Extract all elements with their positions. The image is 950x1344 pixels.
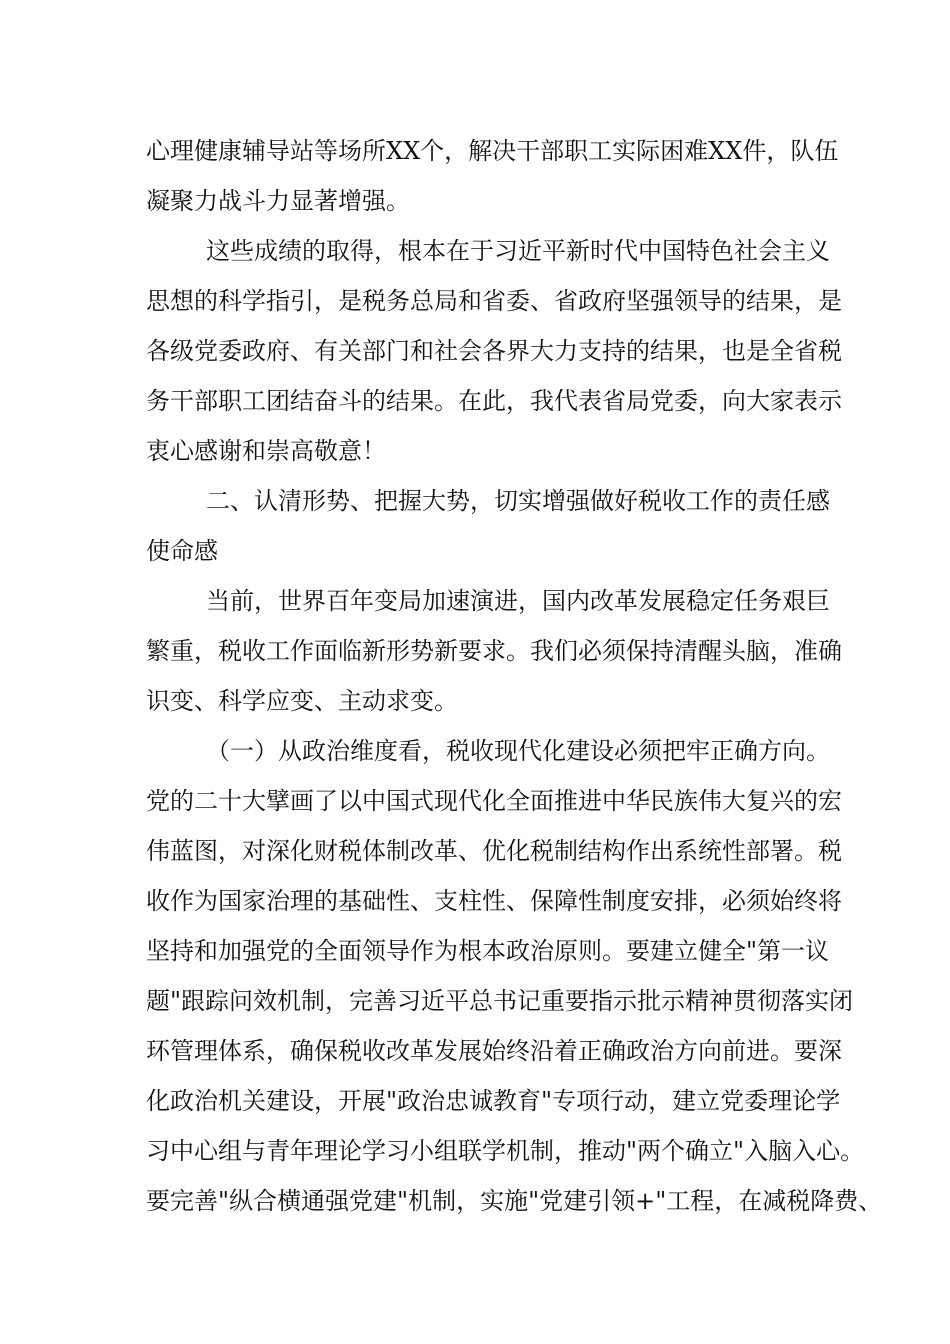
text-line-19: 环管理体系，确保税收改革发展始终沿着正确政治方向前进。要深 [146, 1037, 842, 1065]
text-line-2: 凝聚力战斗力显著增强。 [146, 187, 410, 215]
text-line-5: 各级党委政府、有关部门和社会各界大力支持的结果，也是全省税 [146, 337, 842, 365]
text-line-10: 当前，世界百年变局加速演进，国内改革发展稳定任务艰巨 [206, 587, 830, 615]
subsection-heading: （一）从政治维度看，税收现代化建设必须把牢正确方向。 [206, 737, 830, 765]
text-line-14: 党的二十大擘画了以中国式现代化全面推进中华民族伟大复兴的宏 [146, 787, 842, 815]
text-line-7: 衷心感谢和崇高敬意！ [146, 437, 386, 465]
text-line-3: 这些成绩的取得，根本在于习近平新时代中国特色社会主义 [206, 237, 830, 265]
text-line-12: 识变、科学应变、主动求变。 [146, 687, 458, 715]
text-line-21: 习中心组与青年理论学习小组联学机制，推动"两个确立"入脑入心。 [146, 1137, 865, 1165]
text-line-15: 伟蓝图，对深化财税体制改革、优化税制结构作出系统性部署。税 [146, 837, 842, 865]
section-heading-line-1: 二、认清形势、把握大势，切实增强做好税收工作的责任感 [206, 487, 830, 515]
text-line-20: 化政治机关建设，开展"政治忠诚教育"专项行动，建立党委理论学 [146, 1087, 841, 1115]
text-line-18: 题"跟踪问效机制，完善习近平总书记重要指示批示精神贯彻落实闭 [146, 987, 854, 1015]
text-line-17: 坚持和加强党的全面领导作为根本政治原则。要建立健全"第一议 [146, 937, 830, 965]
text-line-4: 思想的科学指引，是税务总局和省委、省政府坚强领导的结果，是 [146, 287, 842, 315]
text-line-16: 收作为国家治理的基础性、支柱性、保障性制度安排，必须始终将 [146, 887, 842, 915]
text-line-11: 繁重，税收工作面临新形势新要求。我们必须保持清醒头脑，准确 [146, 637, 842, 665]
section-heading-line-2: 使命感 [146, 537, 218, 565]
text-line-22: 要完善"纵合横通强党建"机制，实施"党建引领+"工程，在减税降费、 [146, 1187, 883, 1215]
text-line-6: 务干部职工团结奋斗的结果。在此，我代表省局党委，向大家表示 [146, 387, 842, 415]
text-line-1: 心理健康辅导站等场所XX个，解决干部职工实际困难XX件，队伍 [146, 137, 839, 165]
